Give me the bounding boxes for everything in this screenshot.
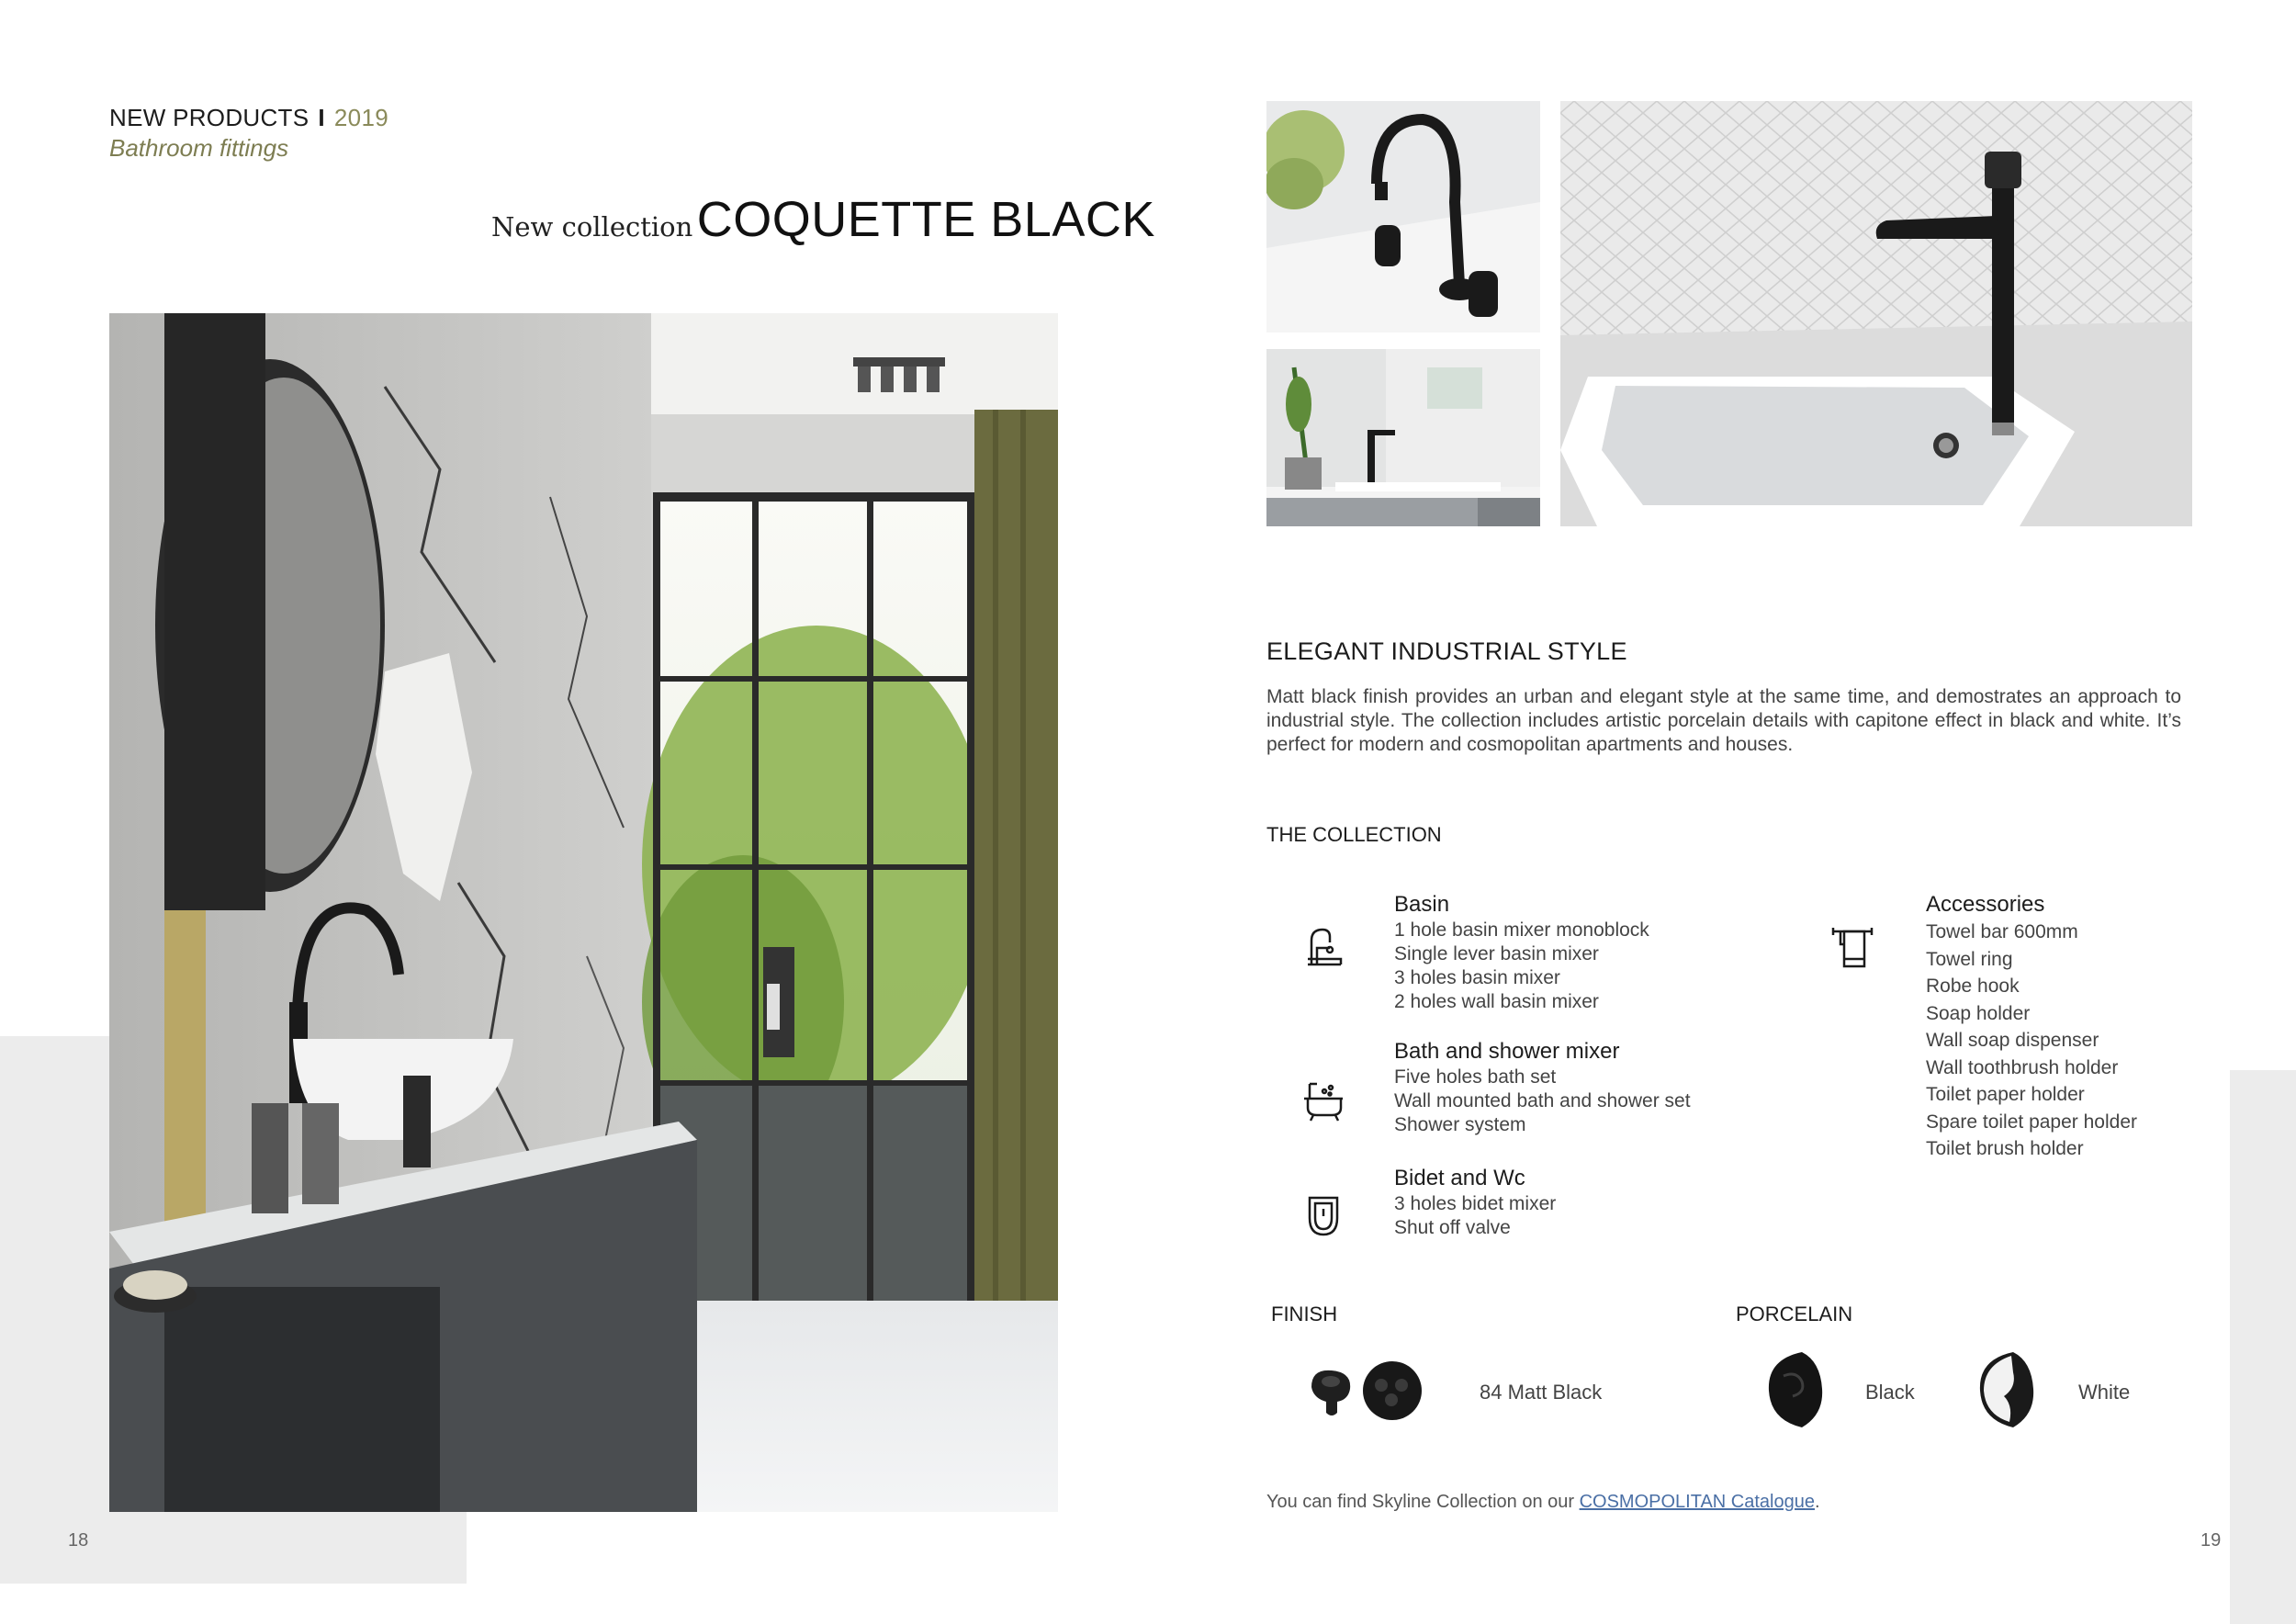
style-heading: ELEGANT INDUSTRIAL STYLE [1266,637,1627,665]
footer-note [1266,1492,1820,1513]
basin-counter-photo [1266,349,1540,526]
collection-label: THE COLLECTION [1266,823,1442,846]
bidet-group [1394,1165,1556,1240]
list-item: Toilet paper holder [1926,1084,2085,1105]
group-title: Accessories [1926,892,2045,917]
footer-note-text: You can find Skyline Collection on our [1266,1492,1580,1512]
list-item: Soap holder [1926,1002,2031,1024]
porcelain-black-label: Black [1865,1381,1915,1404]
list-item: 2 holes wall basin mixer [1394,991,1599,1012]
style-description: Matt black finish provides an urban and elegant style at the same time, and demostrates an approach to industrial style. The collection includes artistic porcelain details with capitone effect in black and white. It’s perfect for modern and cosmopolitan apartments and houses. [1266,686,2181,755]
footer-note-end: . [1814,1492,1820,1512]
accessories-group [1926,891,2137,1163]
section-subtitle: Bathroom fittings [109,134,289,162]
group-title: Bath and shower mixer [1394,1039,1620,1064]
list-item: Single lever basin mixer [1394,943,1599,964]
bathtub-icon [1299,1075,1348,1124]
page-number-right: 19 [2200,1530,2222,1551]
group-items [1394,919,1649,1014]
bath-group [1394,1038,1691,1137]
bidet-icon [1299,1190,1348,1240]
basin-group [1394,891,1649,1014]
list-item: Robe hook [1926,976,2020,997]
list-item: Towel bar 600mm [1926,921,2078,942]
faucet-closeup-photo [1266,101,1540,333]
catalogue-link[interactable]: COSMOPOLITAN Catalogue [1579,1492,1815,1512]
list-item: 3 holes bidet mixer [1394,1193,1557,1214]
collection-title [491,191,1155,248]
collection-title-name: COQUETTE BLACK [696,192,1155,247]
group-title: Basin [1394,892,1450,917]
group-items [1926,919,2137,1163]
bathroom-photo [109,313,1058,1512]
list-item: Five holes bath set [1394,1066,1557,1088]
basin-mixer-photo [1560,101,2192,526]
list-item: 3 holes basin mixer [1394,967,1560,988]
finish-swatch-knobs [1304,1359,1427,1428]
header-separator: I [318,104,325,131]
porcelain-label: PORCELAIN [1736,1303,1853,1325]
background-panel-right [2230,1070,2296,1624]
porcelain-black-swatch [1765,1350,1826,1434]
towel-bar-icon [1828,922,1877,972]
list-item: Shower system [1394,1114,1526,1135]
section-header [109,104,388,132]
list-item: Shut off valve [1394,1217,1511,1238]
list-item: Wall soap dispenser [1926,1030,2099,1051]
list-item: Spare toilet paper holder [1926,1111,2137,1133]
collection-title-prefix: New collection [491,211,693,242]
list-item: Toilet brush holder [1926,1138,2084,1159]
porcelain-white-label: White [2078,1381,2131,1404]
section-name: NEW PRODUCTS [109,104,310,131]
finish-label: FINISH [1271,1303,1338,1325]
list-item: Towel ring [1926,948,2013,970]
list-item: 1 hole basin mixer monoblock [1394,919,1649,941]
group-items [1394,1066,1691,1137]
list-item: Wall mounted bath and shower set [1394,1090,1691,1111]
group-title: Bidet and Wc [1394,1166,1525,1190]
finish-option-label: 84 Matt Black [1480,1381,1603,1404]
porcelain-white-swatch [1976,1350,2037,1434]
header-year: 2019 [333,104,388,131]
group-items [1394,1192,1556,1240]
page-number-left: 18 [68,1530,89,1551]
basin-tap-icon [1299,922,1348,972]
list-item: Wall toothbrush holder [1926,1056,2119,1078]
